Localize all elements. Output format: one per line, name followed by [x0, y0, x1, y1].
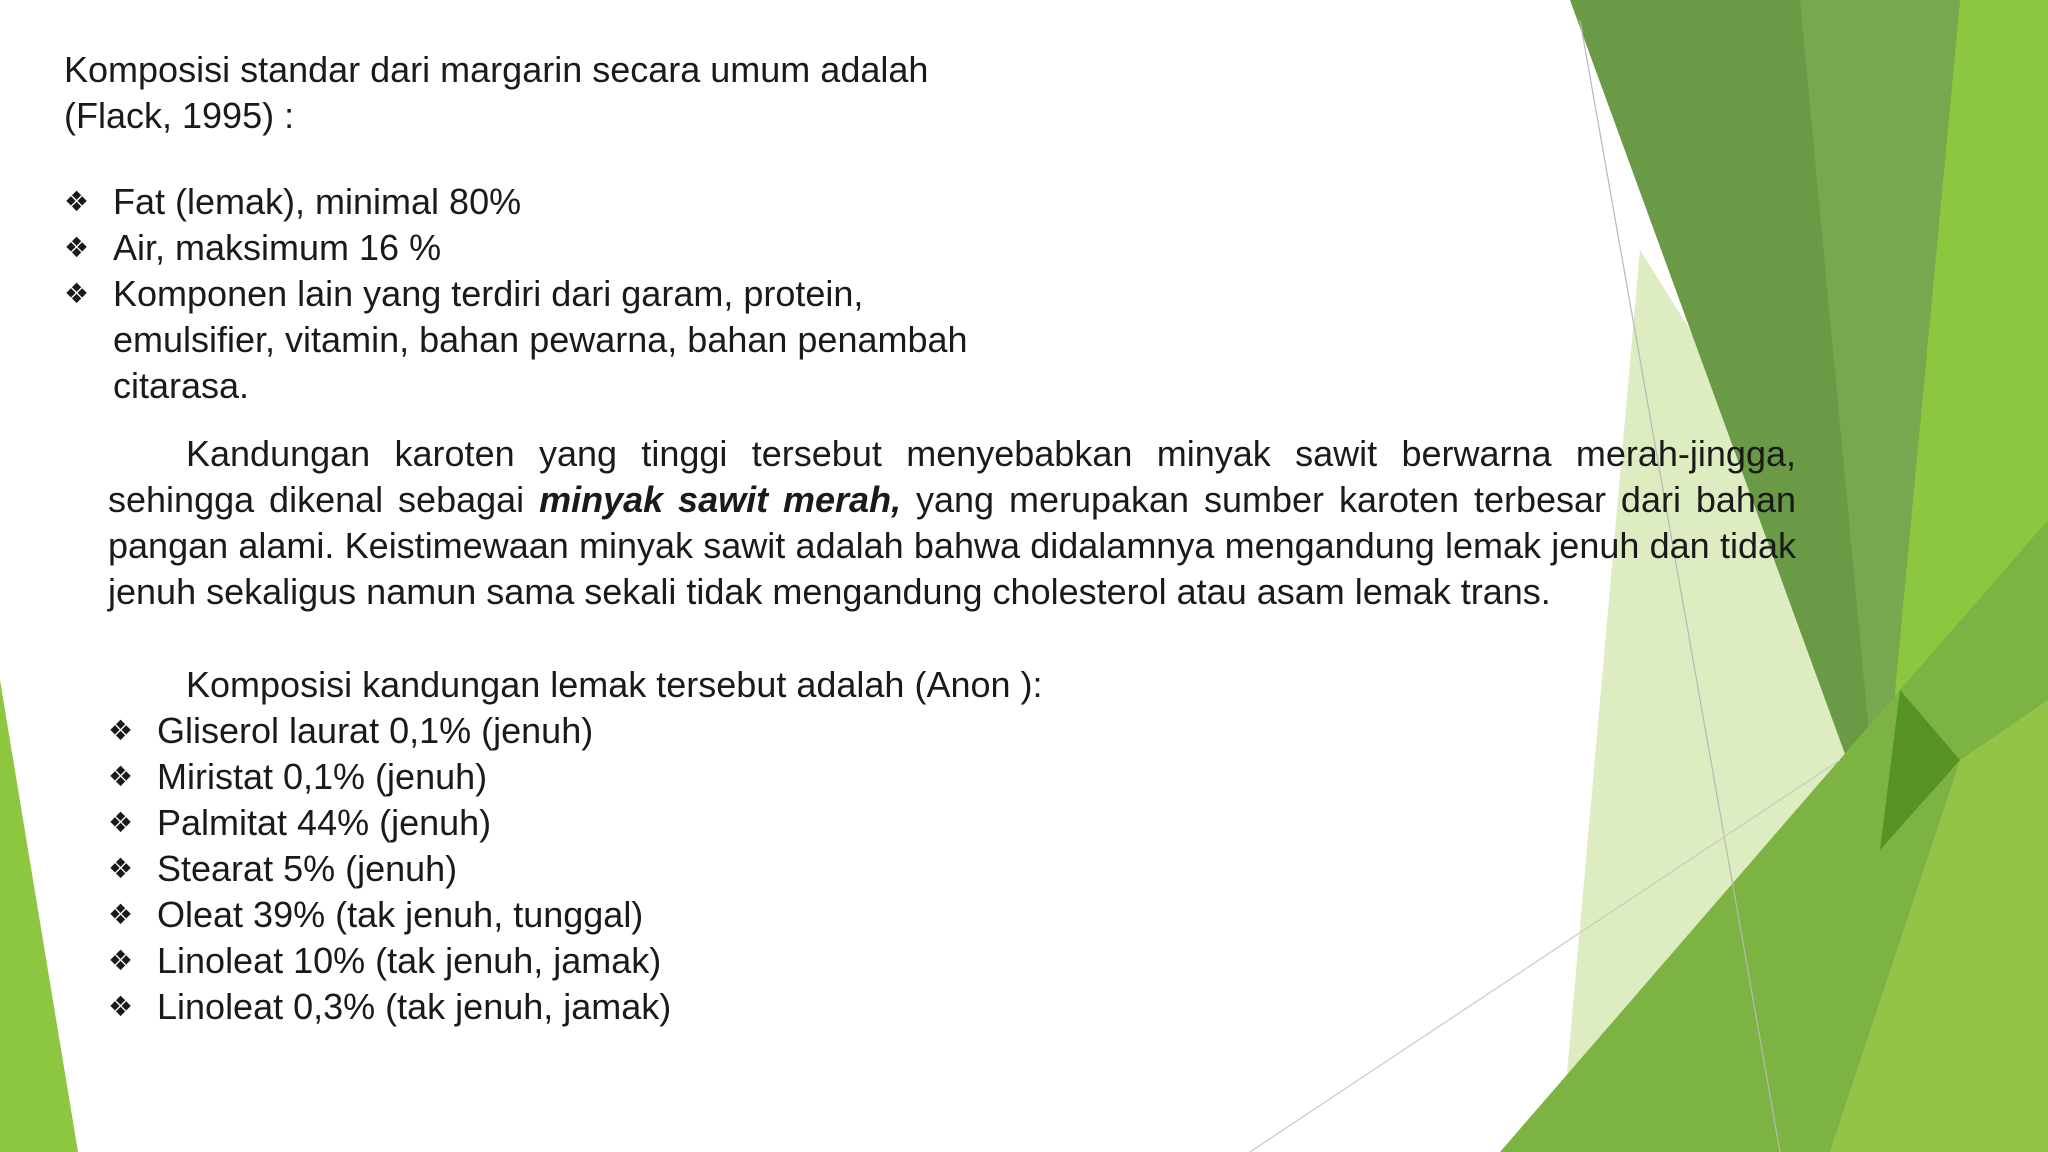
- list-item: [108, 800, 1208, 846]
- diamond-bullet-icon: ❖: [108, 944, 134, 977]
- diamond-bullet-icon: ❖: [108, 898, 134, 931]
- paragraph-text-end: yang merupakan sumber karoten terbesar dari bahan pangan alami. Keistimewaan minyak sawit adalah bahwa didalamnya mengandung lemak jenuh dan tidak jenuh sekaligus namun sama sekali tidak mengandung cholesterol atau asam lemak trans.: [108, 479, 1796, 612]
- list-item-text: Fat (lemak), minimal 80%: [113, 181, 522, 222]
- left-accent-shape: [0, 680, 78, 1152]
- margarine-composition-list: [64, 179, 1044, 409]
- body-paragraph: [108, 431, 1796, 615]
- diamond-bullet-icon: ❖: [108, 990, 134, 1023]
- diamond-bullet-icon: ❖: [108, 760, 134, 793]
- list-item: [108, 938, 1208, 984]
- diamond-bullet-icon: ❖: [64, 231, 90, 264]
- list-item: [108, 754, 1208, 800]
- list-item: [108, 708, 1208, 754]
- fat-composition-list: [108, 708, 1208, 1030]
- list-item-text: Linoleat 0,3% (tak jenuh, jamak): [157, 986, 672, 1027]
- diamond-bullet-icon: ❖: [108, 852, 134, 885]
- list-item-text: Air, maksimum 16 %: [113, 227, 442, 268]
- diamond-bullet-icon: ❖: [64, 277, 90, 310]
- list-item-text: Komponen lain yang terdiri dari garam, protein, emulsifier, vitamin, bahan pewarna, bahan penambah citarasa.: [113, 273, 968, 406]
- list-item-text: Linoleat 10% (tak jenuh, jamak): [157, 940, 662, 981]
- list-item: [64, 271, 1093, 409]
- list-item-text: Stearat 5% (jenuh): [157, 848, 458, 889]
- list-item-text: Oleat 39% (tak jenuh, tunggal): [157, 894, 644, 935]
- diamond-bullet-icon: ❖: [108, 806, 134, 839]
- paragraph-emphasis: minyak sawit merah,: [539, 479, 902, 520]
- list-item: [64, 179, 1044, 225]
- diamond-bullet-icon: ❖: [64, 185, 90, 218]
- list-item: [108, 984, 1208, 1030]
- list-item-text: Miristat 0,1% (jenuh): [157, 756, 488, 797]
- list-item: [108, 892, 1208, 938]
- diamond-bullet-icon: ❖: [108, 714, 134, 747]
- paragraph-text-start: Kandungan karoten yang tinggi tersebut menyebabkan minyak sawit berwarna merah-jingga, sehingga dikenal sebagai: [108, 433, 1796, 520]
- list-item-text: Gliserol laurat 0,1% (jenuh): [157, 710, 594, 751]
- intro-heading: [64, 47, 1044, 139]
- list-item-text: Palmitat 44% (jenuh): [157, 802, 492, 843]
- list-item: [108, 846, 1208, 892]
- list-item: [64, 225, 1044, 271]
- fat-composition-intro: Komposisi kandungan lemak tersebut adalah (Anon ):: [186, 664, 1043, 705]
- intro-line-2: (Flack, 1995) :: [64, 95, 295, 136]
- intro-line-1: Komposisi standar dari margarin secara umum adalah: [64, 49, 929, 90]
